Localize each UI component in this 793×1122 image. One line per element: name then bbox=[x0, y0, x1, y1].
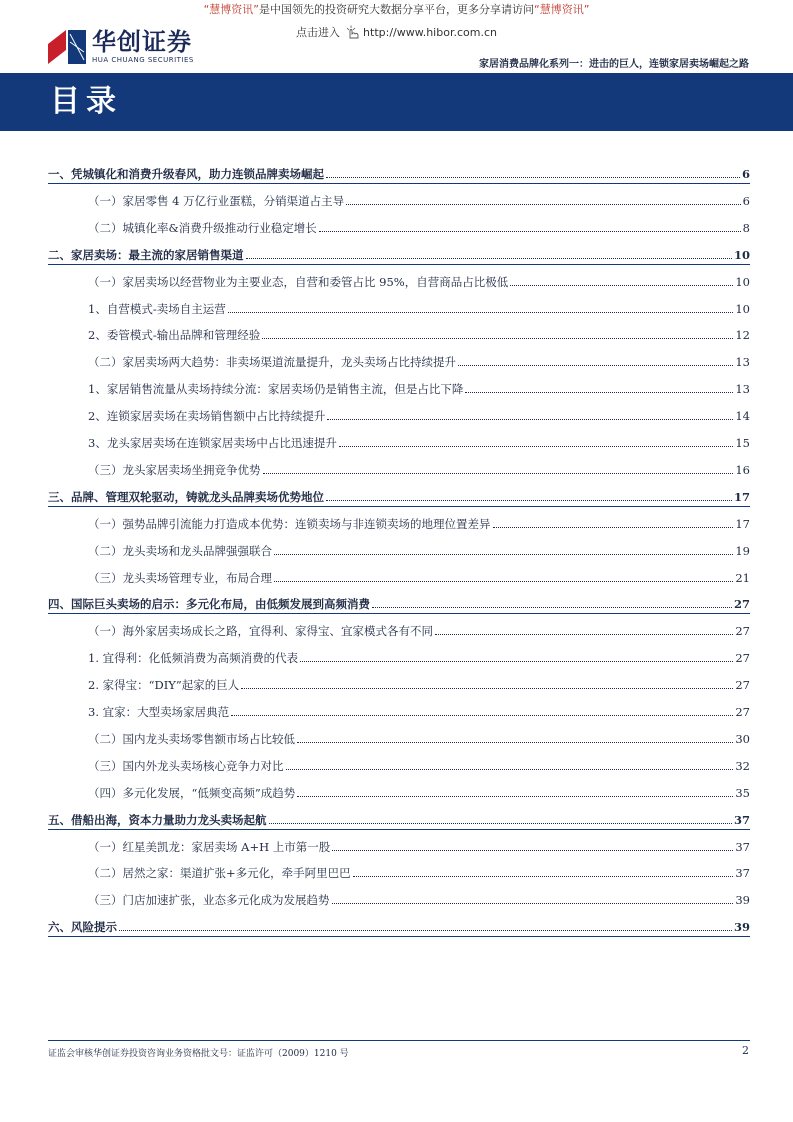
toc-leader-dots bbox=[297, 741, 733, 743]
toc-entry-text: （四）多元化发展，“低频变高频”成趋势 bbox=[88, 786, 296, 800]
toc-entry-page: 6 bbox=[741, 167, 750, 181]
logo-mark-icon bbox=[48, 30, 86, 64]
toc-leader-dots bbox=[269, 822, 732, 824]
toc-entry-page: 12 bbox=[735, 328, 750, 342]
toc-section-divider bbox=[48, 829, 750, 830]
toc-entry-page: 10 bbox=[735, 302, 750, 316]
title-bar bbox=[0, 73, 793, 131]
toc-leader-dots bbox=[241, 687, 733, 689]
toc-entry-text: （一）家居零售 4 万亿行业蛋糕，分销渠道占主导 bbox=[88, 194, 345, 208]
toc-entry-text: （三）龙头卖场管理专业，布局合理 bbox=[88, 571, 272, 585]
toc-entry[interactable] bbox=[88, 541, 750, 559]
footer-license: 证监会审核华创证券投资咨询业务资格批文号：证监许可（2009）1210 号 bbox=[48, 1049, 349, 1059]
toc-entry-page: 37 bbox=[733, 813, 750, 827]
toc-entry[interactable] bbox=[88, 729, 750, 747]
toc-entry-page: 27 bbox=[735, 624, 750, 638]
toc-entry-page: 27 bbox=[733, 597, 750, 611]
toc-leader-dots bbox=[353, 875, 734, 877]
toc-entry[interactable] bbox=[88, 433, 750, 451]
toc-entry-text: （一）海外家居卖场成长之路，宜得利、家得宝、宜家模式各有不同 bbox=[88, 624, 433, 638]
toc-entry-page: 39 bbox=[735, 893, 750, 907]
toc-entry-page: 16 bbox=[735, 463, 750, 477]
hibor-banner bbox=[0, 3, 793, 16]
toc-entry[interactable] bbox=[48, 164, 750, 182]
toc-entry-page: 17 bbox=[735, 517, 750, 531]
toc-entry-text: 3. 宜家：大型卖场家居典范 bbox=[88, 705, 230, 719]
toc-entry-page: 6 bbox=[742, 194, 750, 208]
toc-entry-page: 32 bbox=[735, 759, 750, 773]
logo-english-name: HUA CHUANG SECURITIES bbox=[92, 56, 194, 64]
toc-leader-dots bbox=[228, 311, 734, 313]
toc-leader-dots bbox=[274, 553, 733, 555]
toc-section-divider bbox=[48, 183, 750, 184]
toc-leader-dots bbox=[435, 633, 733, 635]
toc-entry[interactable] bbox=[48, 917, 750, 935]
toc-entry[interactable] bbox=[48, 810, 750, 828]
banner-click-label[interactable]: 点击进入 bbox=[296, 26, 341, 39]
toc-entry-text: 三、品牌、管理双轮驱动，铸就龙头品牌卖场优势地位 bbox=[48, 490, 324, 504]
pointer-hand-icon bbox=[344, 25, 360, 39]
toc-entry[interactable] bbox=[88, 460, 750, 478]
toc-leader-dots bbox=[274, 580, 733, 582]
page-number: 2 bbox=[742, 1044, 749, 1057]
toc-leader-dots bbox=[326, 176, 740, 178]
company-logo bbox=[48, 28, 218, 68]
toc-entry[interactable] bbox=[88, 568, 750, 586]
toc-entry-text: 六、风险提示 bbox=[48, 920, 117, 934]
toc-entry-page: 21 bbox=[735, 571, 750, 585]
toc-entry-text: 2、委管模式-输出品牌和管理经验 bbox=[88, 328, 261, 342]
toc-entry[interactable] bbox=[88, 783, 750, 801]
toc-entry-text: （二）龙头卖场和龙头品牌强强联合 bbox=[88, 544, 272, 558]
banner-brand: “慧博资讯” bbox=[203, 3, 259, 16]
toc-entry[interactable] bbox=[88, 837, 750, 855]
toc-entry-text: 1、自营模式-卖场自主运营 bbox=[88, 302, 226, 316]
toc-entry-page: 35 bbox=[735, 786, 750, 800]
logo-chinese-name: 华创证券 bbox=[92, 28, 192, 56]
toc-leader-dots bbox=[372, 606, 732, 608]
toc-entry[interactable] bbox=[88, 218, 750, 236]
toc-entry[interactable] bbox=[88, 299, 750, 317]
toc-entry-text: （三）龙头家居卖场坐拥竞争优势 bbox=[88, 463, 261, 477]
toc-entry-page: 13 bbox=[735, 382, 750, 396]
toc-entry[interactable] bbox=[88, 621, 750, 639]
toc-entry-text: 1、家居销售流量从卖场持续分流：家居卖场仍是销售主流，但是占比下降 bbox=[88, 382, 464, 396]
toc-entry-text: （三）国内外龙头卖场核心竞争力对比 bbox=[88, 759, 284, 773]
toc-entry-text: 2、连锁家居卖场在卖场销售额中占比持续提升 bbox=[88, 409, 326, 423]
toc-section-divider bbox=[48, 613, 750, 614]
toc-leader-dots bbox=[262, 337, 733, 339]
toc-entry-text: 2. 家得宝：“DIY”起家的巨人 bbox=[88, 678, 240, 692]
toc-entry-page: 27 bbox=[735, 705, 750, 719]
banner-url-link[interactable]: http://www.hibor.com.cn bbox=[363, 26, 497, 39]
toc-leader-dots bbox=[339, 445, 734, 447]
toc-entry[interactable] bbox=[48, 245, 750, 263]
page-title: 目录 bbox=[50, 84, 122, 119]
toc-entry[interactable] bbox=[88, 191, 750, 209]
toc-entry-text: （二）城镇化率&消费升级推动行业稳定增长 bbox=[88, 221, 317, 235]
toc-entry-page: 13 bbox=[735, 355, 750, 369]
toc-leader-dots bbox=[263, 472, 734, 474]
toc-leader-dots bbox=[465, 391, 733, 393]
toc-entry-text: 3、龙头家居卖场在连锁家居卖场中占比迅速提升 bbox=[88, 436, 337, 450]
toc-leader-dots bbox=[246, 257, 732, 259]
toc-entry-page: 39 bbox=[733, 920, 750, 934]
toc-entry-text: （一）强势品牌引流能力打造成本优势：连锁卖场与非连锁卖场的地理位置差异 bbox=[88, 517, 491, 531]
toc-leader-dots bbox=[327, 418, 733, 420]
toc-entry-text: （二）国内龙头卖场零售额市场占比较低 bbox=[88, 732, 295, 746]
toc-entry-text: （三）门店加速扩张，业态多元化成为发展趋势 bbox=[88, 893, 330, 907]
banner-brand-2: “慧博资讯” bbox=[534, 3, 590, 16]
toc-leader-dots bbox=[297, 795, 733, 797]
toc-entry[interactable] bbox=[88, 406, 750, 424]
toc-entry-page: 37 bbox=[735, 840, 750, 854]
toc-leader-dots bbox=[119, 929, 732, 931]
toc-entry-text: （二）居然之家：渠道扩张+多元化，牵手阿里巴巴 bbox=[88, 866, 351, 880]
toc-leader-dots bbox=[493, 526, 734, 528]
toc-entry-page: 27 bbox=[735, 678, 750, 692]
toc-entry-text: （二）家居卖场两大趋势：非卖场渠道流量提升，龙头卖场占比持续提升 bbox=[88, 355, 456, 369]
toc-entry-page: 15 bbox=[735, 436, 750, 450]
toc-leader-dots bbox=[346, 203, 741, 205]
toc-entry[interactable] bbox=[88, 379, 750, 397]
toc-entry[interactable] bbox=[48, 487, 750, 505]
toc-entry[interactable] bbox=[88, 675, 750, 693]
toc-entry-page: 8 bbox=[742, 221, 750, 235]
toc-entry-text: 四、国际巨头卖场的启示：多元化布局，由低频发展到高频消费 bbox=[48, 597, 370, 611]
toc-entry[interactable] bbox=[48, 594, 750, 612]
toc-entry[interactable] bbox=[88, 756, 750, 774]
toc-section-divider bbox=[48, 936, 750, 937]
toc-entry[interactable] bbox=[88, 325, 750, 343]
banner-text: 是中国领先的投资研究大数据分享平台，更多分享请访问 bbox=[259, 3, 534, 16]
toc-entry-page: 30 bbox=[735, 732, 750, 746]
report-title: 家居消费品牌化系列一：进击的巨人，连锁家居卖场崛起之路 bbox=[479, 59, 749, 70]
toc-leader-dots bbox=[326, 499, 732, 501]
toc-entry[interactable] bbox=[88, 272, 750, 290]
toc-entry-page: 27 bbox=[735, 651, 750, 665]
toc-entry-page: 10 bbox=[735, 275, 750, 289]
toc-entry[interactable] bbox=[88, 648, 750, 666]
toc-entry[interactable] bbox=[88, 863, 750, 881]
toc-entry-page: 19 bbox=[735, 544, 750, 558]
toc-entry[interactable] bbox=[88, 702, 750, 720]
toc-entry[interactable] bbox=[88, 890, 750, 908]
toc-section-divider bbox=[48, 506, 750, 507]
toc-leader-dots bbox=[319, 230, 741, 232]
toc-entry-text: 1. 宜得利：化低频消费为高频消费的代表 bbox=[88, 651, 299, 665]
toc-leader-dots bbox=[332, 902, 734, 904]
toc-entry-page: 37 bbox=[735, 866, 750, 880]
toc-entry-text: （一）家居卖场以经营物业为主要业态，自营和委管占比 95%，自营商品占比极低 bbox=[88, 275, 509, 289]
toc-entry-text: 二、家居卖场：最主流的家居销售渠道 bbox=[48, 248, 244, 262]
toc-leader-dots bbox=[332, 849, 733, 851]
toc-entry[interactable] bbox=[88, 352, 750, 370]
toc-section-divider bbox=[48, 264, 750, 265]
toc-entry-text: （一）红星美凯龙：家居卖场 A+H 上市第一股 bbox=[88, 840, 331, 854]
toc-entry-page: 14 bbox=[735, 409, 750, 423]
toc-entry-page: 17 bbox=[733, 490, 750, 504]
toc-leader-dots bbox=[510, 284, 733, 286]
toc-leader-dots bbox=[231, 714, 733, 716]
toc-leader-dots bbox=[300, 660, 733, 662]
toc-leader-dots bbox=[286, 768, 734, 770]
toc-entry[interactable] bbox=[88, 514, 750, 532]
toc-entry-text: 一、凭城镇化和消费升级春风，助力连锁品牌卖场崛起 bbox=[48, 167, 324, 181]
footer-divider bbox=[48, 1040, 750, 1041]
toc-leader-dots bbox=[458, 364, 733, 366]
toc-entry-text: 五、借船出海，资本力量助力龙头卖场起航 bbox=[48, 813, 267, 827]
toc-entry-page: 10 bbox=[733, 248, 750, 262]
